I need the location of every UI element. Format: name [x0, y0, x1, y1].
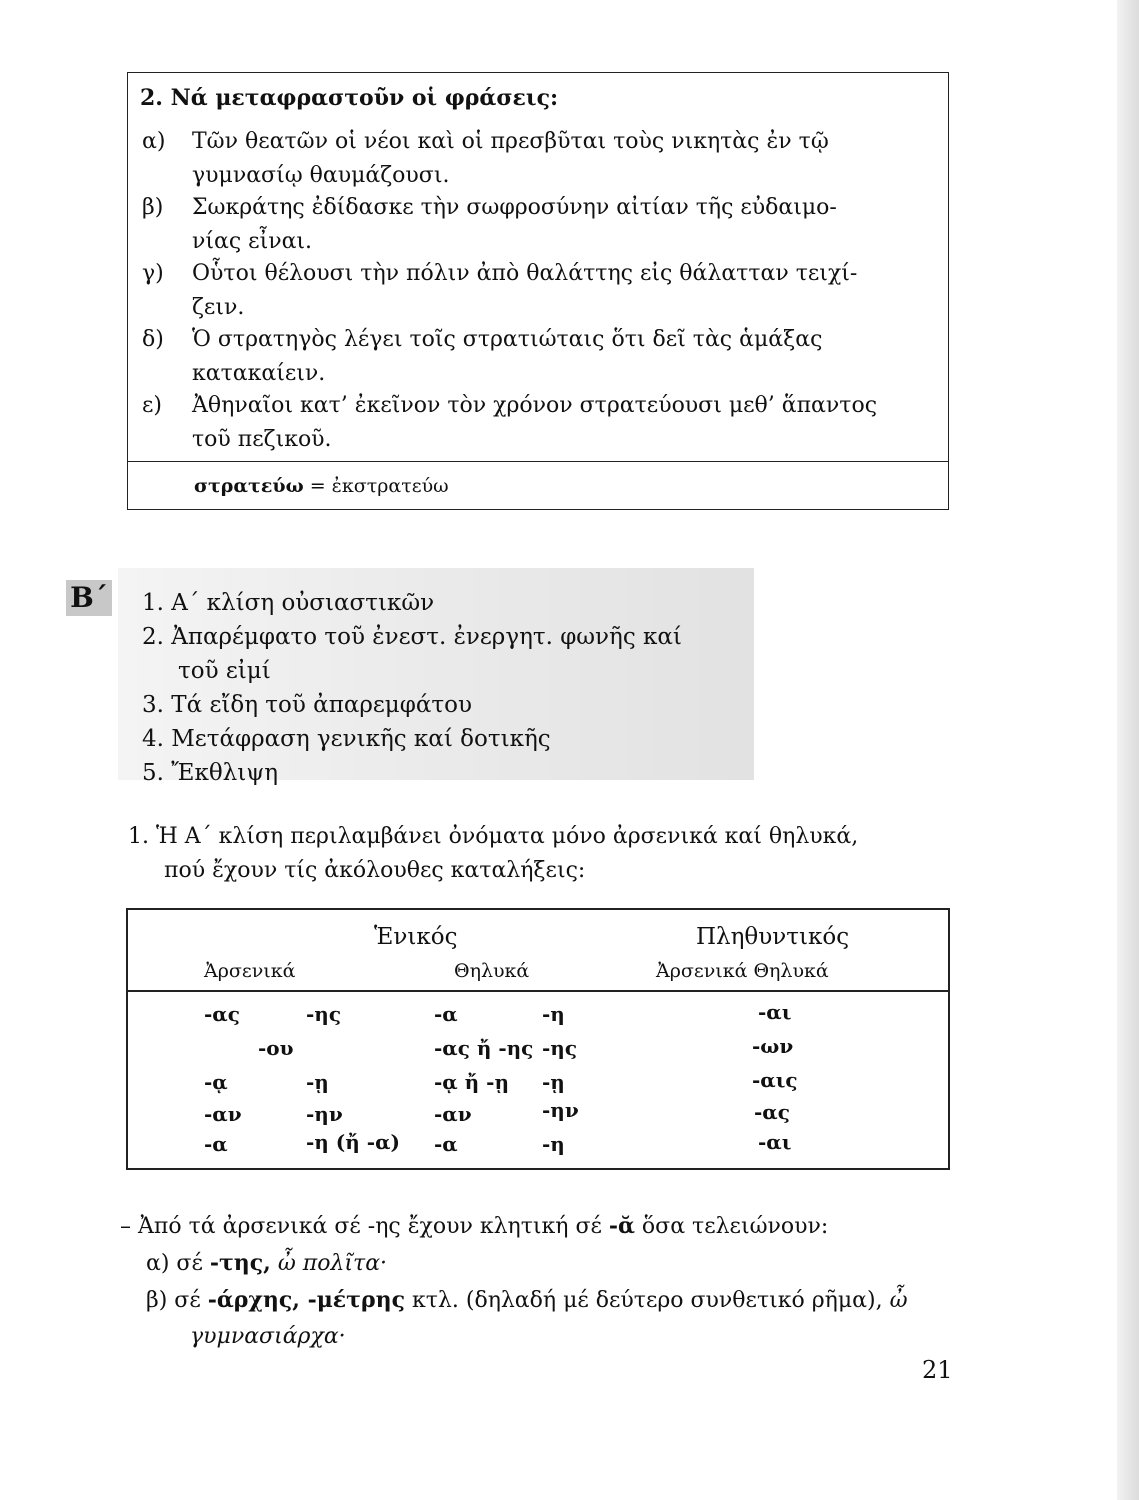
note-text: ὅσα τελειώνουν:	[634, 1214, 829, 1239]
table-cell: -ου	[258, 1036, 294, 1060]
table-cell: -α	[434, 1132, 458, 1156]
table-cell: -αν	[204, 1102, 242, 1126]
note-example: ὦ	[889, 1288, 908, 1313]
page-number: 21	[922, 1356, 953, 1384]
note-text: – Ἀπό τά ἀρσενικά σέ -ης ἔχουν κλητική σέ	[120, 1214, 609, 1239]
note-text: κτλ. (δηλαδή μέ δεύτερο συνθετικό ρῆμα),	[405, 1288, 890, 1313]
item-text: Ὁ στρατηγὸς λέγει τοῖς στρατιώταις ὅτι δεῖ τὰς ἁμάξας	[192, 327, 823, 352]
topic-item: 5. Ἔκθλιψη	[142, 760, 279, 786]
topic-item: 3. Τά εἴδη τοῦ ἀπαρεμφάτου	[142, 692, 472, 718]
table-cell: -η	[542, 1002, 565, 1026]
subheader-plural: Ἀρσενικά Θηλυκά	[656, 960, 829, 982]
table-cell: -ῃ	[542, 1070, 565, 1094]
table-cell: -α	[434, 1002, 458, 1026]
vocab-note	[194, 475, 449, 497]
table-cell: -ῃ	[306, 1070, 329, 1094]
exercise-item-a	[142, 125, 942, 193]
note-item-a	[120, 1245, 960, 1282]
note-example: ὦ πολῖτα·	[270, 1251, 388, 1276]
declension-table	[126, 908, 950, 1170]
exercise-box	[127, 72, 949, 510]
paragraph-line: 1. Ἡ Α΄ κλίση περιλαμβάνει ὀνόματα μόνο ἀρσενικά καί θηλυκά,	[128, 824, 859, 849]
exercise-item-e	[142, 389, 942, 457]
topic-item: 4. Μετάφραση γενικῆς καί δοτικῆς	[142, 726, 551, 752]
item-label: α)	[142, 129, 166, 154]
note-ending: -ᾰ	[608, 1213, 635, 1239]
topic-item: 1. Α΄ κλίση οὐσιαστικῶν	[142, 590, 435, 616]
item-label: β)	[142, 195, 164, 220]
exercise-item-b	[142, 191, 942, 259]
item-text-cont: γυμνασίῳ θαυμάζουσι.	[192, 163, 450, 188]
vocative-note	[120, 1208, 960, 1355]
item-text-cont: τοῦ πεζικοῦ.	[192, 427, 332, 452]
exercise-item-c	[142, 257, 942, 325]
header-singular: Ἑνικός	[374, 924, 458, 950]
subheader-masculine: Ἀρσενικά	[204, 960, 296, 982]
vocab-definition: = ἐκστρατεύω	[303, 475, 449, 497]
vocab-term: στρατεύω	[194, 475, 304, 497]
exercise-item-d	[142, 323, 942, 391]
item-text-cont: κατακαίειν.	[192, 361, 326, 386]
section-b-marker: Β΄	[66, 580, 112, 616]
header-plural: Πληθυντικός	[696, 924, 850, 950]
table-cell: -ης	[542, 1036, 578, 1060]
topic-item-cont: τοῦ εἰμί	[178, 658, 271, 684]
note-ending: -άρχης, -μέτρης	[207, 1287, 406, 1313]
item-text-cont: ζειν.	[192, 295, 245, 320]
item-text: Σωκράτης ἐδίδασκε τὴν σωφροσύνην αἰτίαν τῆς εὐδαιμο-	[192, 195, 837, 220]
note-intro	[120, 1208, 960, 1245]
table-cell: -αι	[758, 1000, 792, 1024]
item-text: Ἀθηναῖοι κατ’ ἐκεῖνον τὸν χρόνον στρατεύουσι μεθ’ ἅπαντος	[192, 393, 878, 418]
note-item-b	[120, 1282, 960, 1319]
table-cell: -ᾳ ἤ -ῃ	[434, 1070, 509, 1094]
item-label: ε)	[142, 393, 162, 418]
table-cell: -ας	[204, 1002, 240, 1026]
note-label: α) σέ	[146, 1251, 210, 1276]
item-text: Οὗτοι θέλουσι τὴν πόλιν ἀπὸ θαλάττης εἰς θάλατταν τειχί-	[192, 261, 858, 286]
note-label: β) σέ	[146, 1288, 208, 1313]
table-cell: -αν	[434, 1102, 472, 1126]
table-cell: -η (ἤ -α)	[306, 1130, 400, 1154]
topic-item: 2. Ἀπαρέμφατο τοῦ ἐνεστ. ἐνεργητ. φωνῆς καί	[142, 624, 682, 650]
table-cell: -ας ἤ -ης	[434, 1036, 534, 1060]
item-text: Τῶν θεατῶν οἱ νέοι καὶ οἱ πρεσβῦται τοὺς νικητὰς ἐν τῷ	[192, 129, 829, 154]
box-divider	[128, 461, 948, 462]
intro-paragraph	[128, 820, 948, 888]
table-cell: -α	[204, 1132, 228, 1156]
note-item-b-cont	[120, 1319, 960, 1355]
table-cell: -αις	[752, 1068, 798, 1092]
item-label: δ)	[142, 327, 164, 352]
table-cell: -η	[542, 1132, 565, 1156]
note-example: γυμνασιάρχα·	[190, 1324, 346, 1349]
item-label: γ)	[142, 261, 164, 286]
table-cell: -ης	[306, 1002, 342, 1026]
item-text-cont: νίας εἶναι.	[192, 229, 313, 254]
exercise-title: 2. Νά μεταφραστοῦν οἱ φράσεις:	[140, 85, 559, 111]
table-cell: -ας	[754, 1100, 790, 1124]
table-cell: -ᾳ	[204, 1070, 228, 1094]
table-header-line	[128, 990, 948, 992]
page-edge-shadow	[1117, 0, 1139, 1500]
table-cell: -ην	[306, 1102, 343, 1126]
note-ending: -της,	[209, 1250, 271, 1276]
subheader-feminine: Θηλυκά	[454, 960, 530, 982]
paragraph-line: πού ἔχουν τίς ἀκόλουθες καταλήξεις:	[164, 858, 586, 883]
table-cell: -ων	[752, 1034, 794, 1058]
table-cell: -ην	[542, 1098, 579, 1122]
section-b-topics	[142, 586, 682, 790]
table-cell: -αι	[758, 1130, 792, 1154]
